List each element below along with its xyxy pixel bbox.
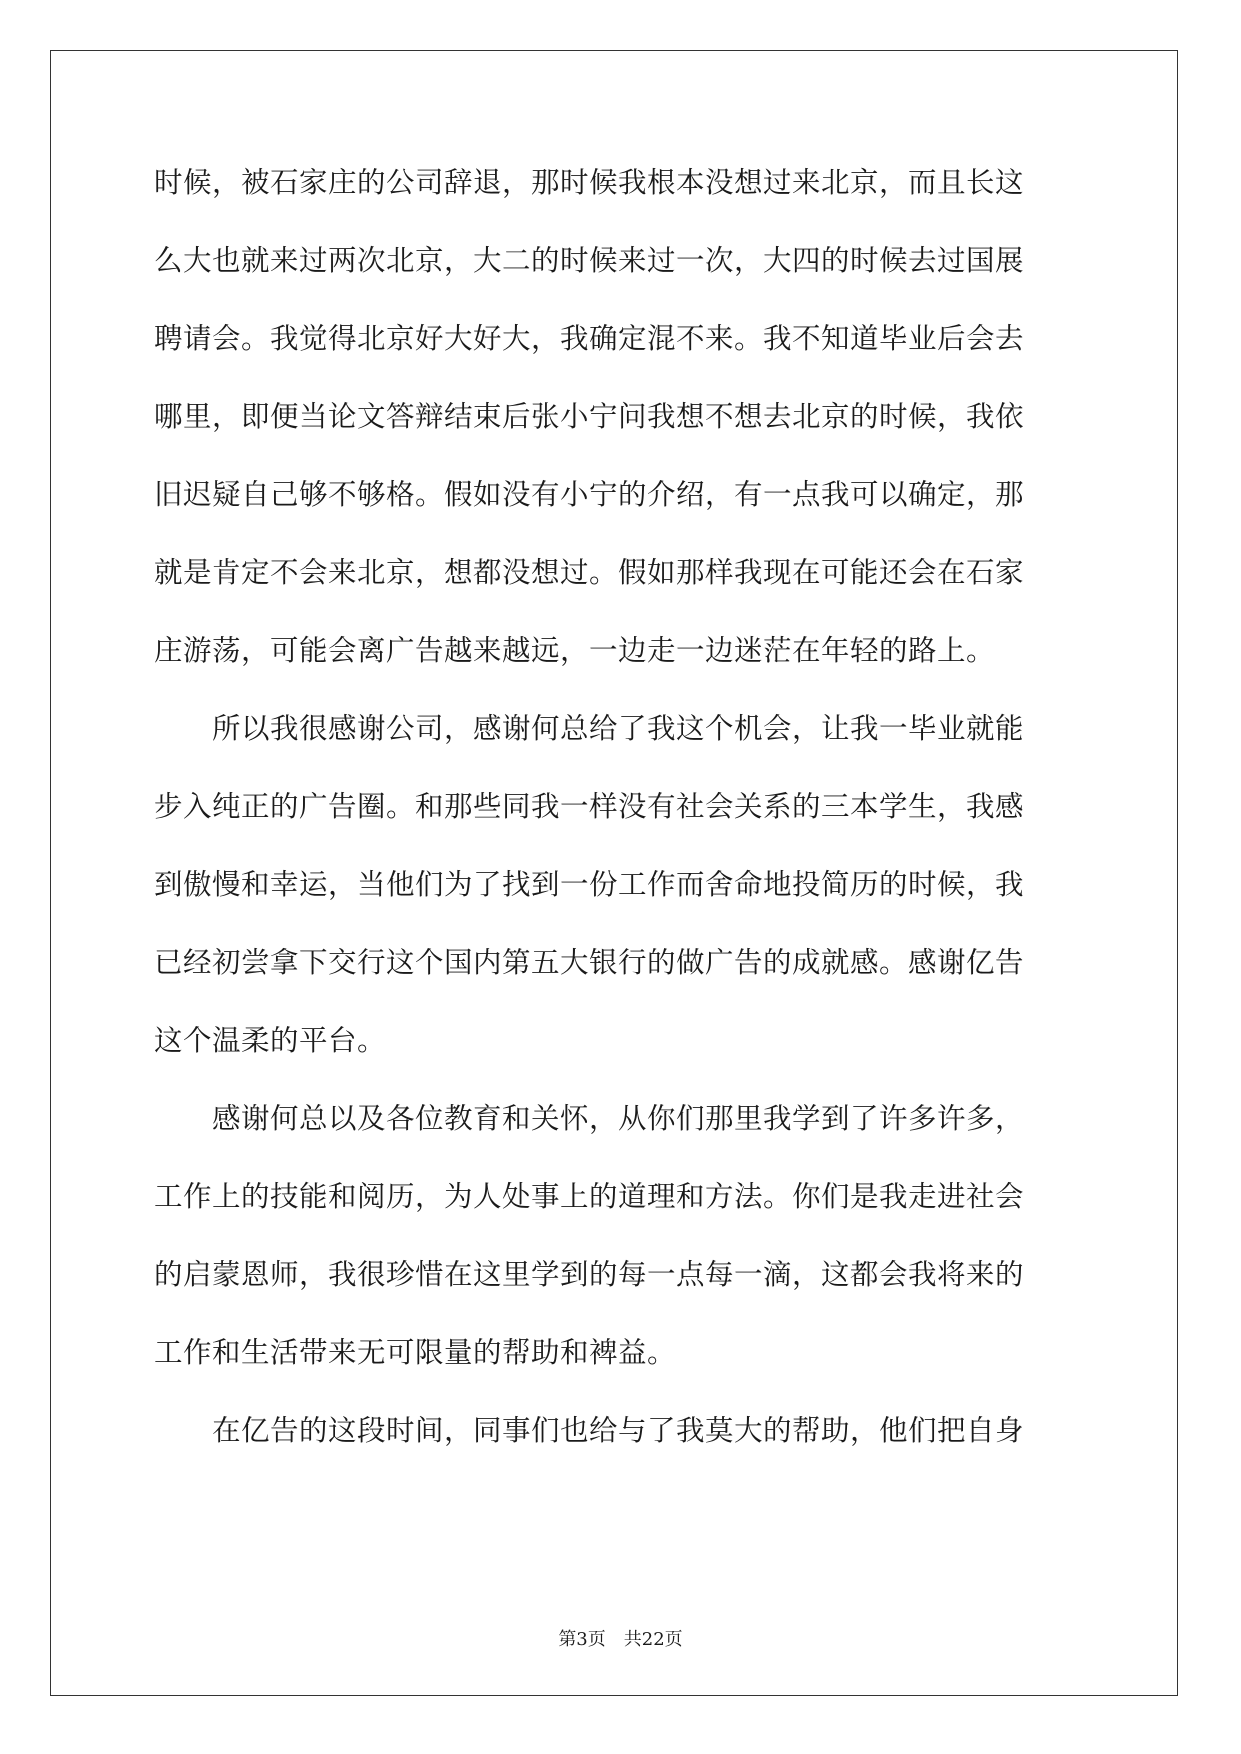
text-line: 旧迟疑自己够不够格。假如没有小宁的介绍，有一点我可以确定，那 [154,478,1025,511]
page-number: 第3页 [558,1629,606,1650]
text-line: 时候，被石家庄的公司辞退，那时候我根本没想过来北京，而且长这 [154,166,1025,199]
text-line: 哪里，即便当论文答辩结束后张小宁问我想不想去北京的时候，我依 [154,400,1025,433]
text-line: 的启蒙恩师，我很珍惜在这里学到的每一点每一滴，这都会我将来的 [154,1258,1025,1291]
text-line: 步入纯正的广告圈。和那些同我一样没有社会关系的三本学生，我感 [154,790,1025,823]
text-line: 工作上的技能和阅历，为人处事上的道理和方法。你们是我走进社会 [154,1180,1025,1213]
text-line: 就是肯定不会来北京，想都没想过。假如那样我现在可能还会在石家 [154,556,1025,589]
page-footer [0,1628,1241,1652]
page-total: 共22页 [623,1629,683,1650]
text-line: 所以我很感谢公司，感谢何总给了我这个机会，让我一毕业就能 [154,712,1025,745]
text-line: 感谢何总以及各位教育和关怀，从你们那里我学到了许多许多， [154,1102,1025,1135]
text-line: 这个温柔的平台。 [154,1024,387,1057]
text-line: 到傲慢和幸运，当他们为了找到一份工作而舍命地投简历的时候，我 [154,868,1025,901]
text-line: 庄游荡，可能会离广告越来越远，一边走一边迷茫在年轻的路上。 [154,634,996,667]
text-line: 已经初尝拿下交行这个国内第五大银行的做广告的成就感。感谢亿告 [154,946,1025,979]
text-line: 么大也就来过两次北京，大二的时候来过一次，大四的时候去过国展 [154,244,1025,277]
text-line: 工作和生活带来无可限量的帮助和裨益。 [154,1336,677,1369]
text-line: 在亿告的这段时间，同事们也给与了我莫大的帮助，他们把自身 [154,1414,1025,1447]
text-line: 聘请会。我觉得北京好大好大，我确定混不来。我不知道毕业后会去 [154,322,1025,355]
